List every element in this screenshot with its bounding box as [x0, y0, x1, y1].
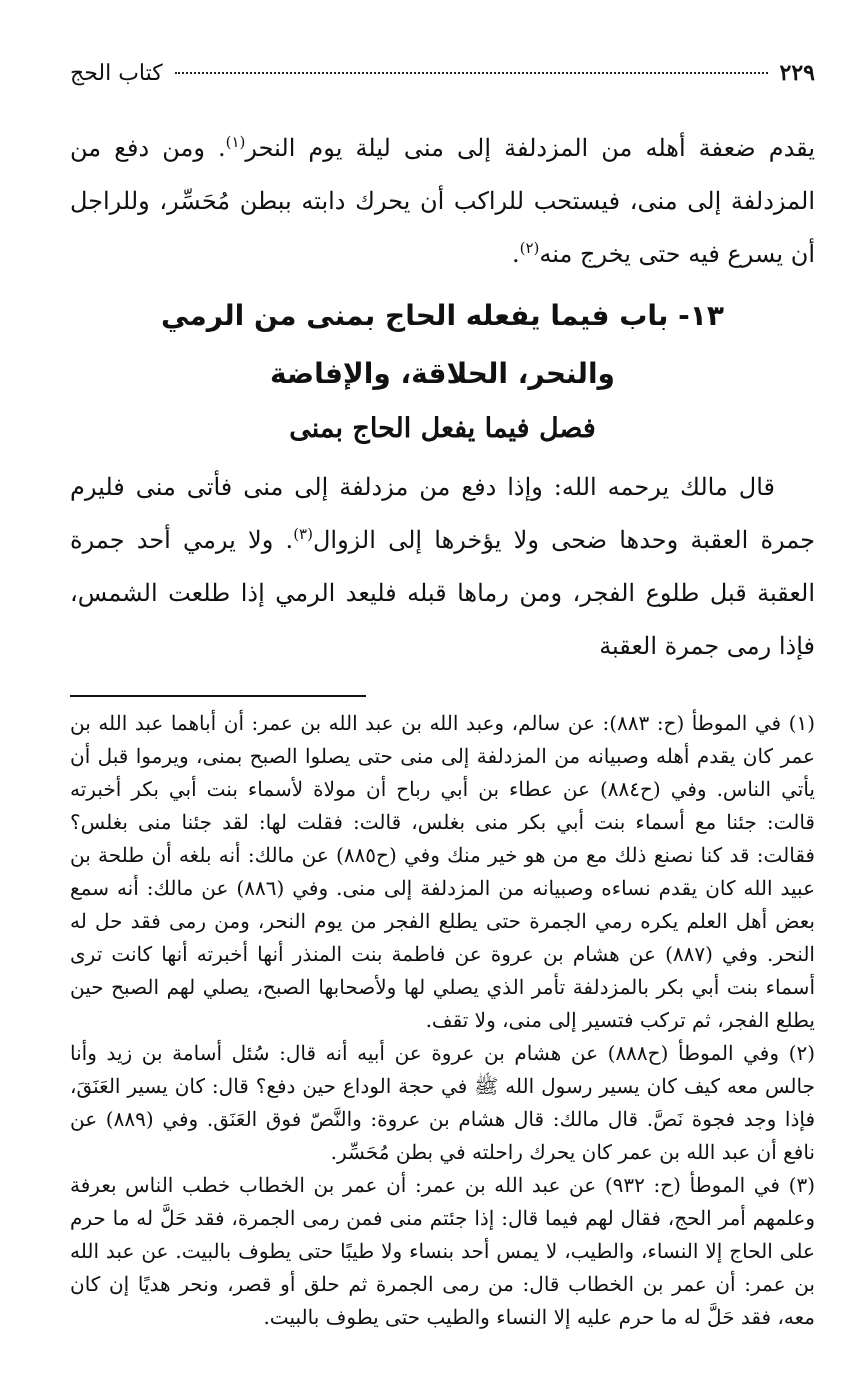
- footnote-text: في الموطأ (ح: ٩٣٢) عن عبد الله بن عمر: أن عمر بن الخطاب خطب الناس بعرفة وعلمهم أمر الحج، فقال لهم فيما قال: إذا جئتم منى فمن رمى الجمرة، فقد حَلَّ له ما حرم على الحاج إلا النساء، والطيب، لا يمس أحد بنساء ولا طيبًا حتى يطوف بالبيت. عن عبد الله بن عمر: أن عمر بن الخطاب قال: من رمى الجمرة ثم حلق أو قصر، ونحر هديًا إن كان معه، فقد حَلَّ له ما حرم عليه إلا النساء والطيب حتى يطوف بالبيت.: [70, 1173, 816, 1329]
- section-heading: فصل فيما يفعل الحاج بمنى: [289, 413, 596, 444]
- chapter-heading-line2: والنحر، الحلاقة، والإفاضة: [270, 357, 615, 390]
- paragraph-text: .: [511, 240, 520, 268]
- footnote-reference: (١): [225, 133, 246, 151]
- page-number: ٢٢٩: [779, 60, 815, 86]
- paragraph-text: . ولا يرمي أحد جمرة العقبة قبل طلوع الفجر، ومن رماها قبله فليعد الرمي إذا طلعت الشمس، فإذا رمى جمرة العقبة: [70, 526, 815, 660]
- book-page: [70, 60, 815, 1334]
- footnote-number: (٣): [788, 1173, 815, 1197]
- footnote-3: [70, 1169, 815, 1334]
- footnote-reference: (٣): [293, 525, 313, 543]
- footnote-2: [70, 1037, 815, 1169]
- paragraph-text: يقدم ضعفة أهله من المزدلفة إلى منى ليلة يوم النحر: [245, 134, 815, 162]
- footnote-1: [70, 707, 815, 1037]
- footnote-number: (١): [788, 711, 816, 735]
- footnote-number: (٢): [788, 1041, 816, 1065]
- footnotes: [70, 707, 815, 1334]
- header-dotted-leader: [175, 72, 768, 74]
- chapter-heading: [70, 287, 815, 403]
- page-header: [70, 60, 815, 96]
- paragraph-text: قال مالك يرحمه الله: وإذا دفع من مزدلفة إلى منى فأتى منى فليرم جمرة العقبة وحدها ضحى ولا يؤخرها إلى الزوال: [70, 473, 815, 554]
- opening-paragraph: [70, 122, 815, 281]
- footnote-separator: [70, 695, 366, 697]
- main-paragraph: [70, 461, 815, 673]
- footnote-text: وفي الموطأ (ح٨٨٨) عن هشام بن عروة عن أبيه أنه قال: سُئل أسامة بن زيد وأنا جالس معه كيف كان يسير رسول الله ﷺ في حجة الوداع حين دفع؟ قال: كان يسير العَنَقَ، فإذا وجد فجوة نَصَّ. قال مالك: قال هشام بن عروة: والنَّصّ فوق العَنَق. وفي (٨٨٩) عن نافع أن عبد الله بن عمر كان يحرك راحلته في بطن مُحَسِّر.: [70, 1041, 816, 1164]
- paragraph-text: . ومن دفع من المزدلفة إلى منى، فيستحب للراكب أن يحرك دابته ببطن مُحَسِّر، وللراجل أن يسرع فيه حتى يخرج منه: [70, 134, 815, 268]
- running-title: كتاب الحج: [70, 61, 163, 86]
- footnote-reference: (٢): [519, 239, 540, 257]
- footnote-text: في الموطأ (ح: ٨٨٣): عن سالم، وعبد الله بن عبد الله بن عمر: أن أباهما عبد الله بن عمر كان يقدم أهله وصبيانه من المزدلفة إلى منى حتى يصلوا الصبح بمنى، ويرموا قبل أن يأتي الناس. وفي (ح٨٨٤) عن عطاء بن أبي رباح أن مولاة لأسماء بنت أبي بكر أخبرته قالت: جئنا مع أسماء بنت أبي بكر منى بغلس، قالت: فقلت لها: لقد جئنا منى بغلس؟ فقالت: قد كنا نصنع ذلك مع من هو خير منك وفي (ح٨٨٥) عن مالك: أنه بلغه أن طلحة بن عبيد الله كان يقدم نساءه وصبيانه من المزدلفة إلى منى. وفي (٨٨٦) عن مالك: أنه سمع بعض أهل العلم يكره رمي الجمرة حتى يطلع الفجر من يوم النحر، ومن رمى فقد حل له النحر. وفي (٨٨٧) عن هشام بن عروة عن فاطمة بنت المنذر أنها أخبرته أنها كانت ترى أسماء بنت أبي بكر بالمزدلفة تأمر الذي يصلي لها ولأصحابها الصبح، يصلي لهم الصبح حين يطلع الفجر، ثم تركب فتسير إلى منى، ولا تقف.: [70, 711, 815, 1032]
- chapter-heading-line1: ١٣- باب فيما يفعله الحاج بمنى من الرمي: [161, 299, 724, 332]
